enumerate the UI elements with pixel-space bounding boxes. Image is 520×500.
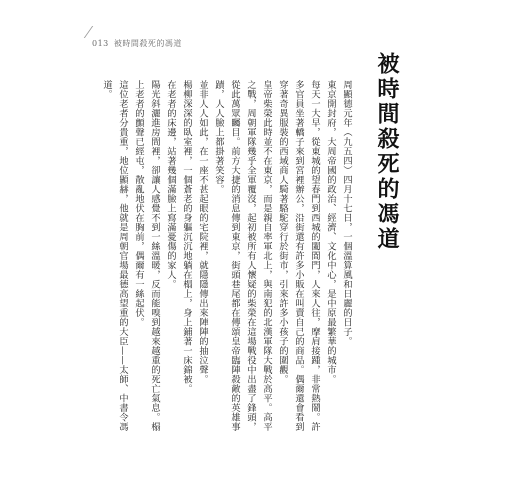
paragraph: 並非人人如此，在一座不甚起眼的宅院裡，就隱隱傳出來陣陣的抽泣聲。 — [197, 80, 208, 384]
paragraph: 楊柳深深的臥室裡，一個蒼老的身軀沉沉地躺在榻上，身上鋪著一床錦被。 — [181, 80, 192, 394]
paragraph: 周顯德元年（九五四）四月十七日，一個溫算風和日麗的日子。 — [341, 80, 352, 346]
paragraph: 陽光斜灑進房間裡，卻讓人感覺不到一絲溫暖，反而能嗅到越來越重的死亡氣息。榻上老者的顫聲已經屯，散亂地伏在胸前，偶爾有一絲起伏。 — [133, 80, 160, 432]
running-header — [92, 38, 182, 49]
chapter-title: 被時間殺死的馮道 — [374, 52, 400, 252]
running-title: 被時間殺死的馮道 — [113, 39, 182, 48]
paragraph: 每天一大早，從東城的望春門到西城的闔閭門，人來人往，摩肩接踵，非常熱鬧。許多官員坐著轎子來到宮裡辦公，沿街還有許多小販在叫賣自己的商品。偶爾還會看到穿著奇異服裝的西域商人騎著駱駝穿行於街市，引來許多小孩子的圍觀。 — [277, 80, 320, 432]
paragraph: 東京開封府，大周帝國的政治、經濟、文化中心，是中原最繁華的城市。 — [325, 80, 336, 384]
corner-decoration — [84, 26, 103, 38]
paragraph: 這位老者分貴重，地位顯赫，他就是周朝官場最德高望重的大臣——太師、中書令馮道。 — [101, 80, 128, 432]
body-text — [101, 80, 354, 440]
paragraph: 在老者的床邊，站著幾個滿臉上寫滿憂傷的家人。 — [165, 80, 176, 289]
page-number: 013 — [92, 39, 109, 48]
paragraph: 皇帝柴榮此時並不在東京，而是親自率軍北上，與南犯的北漢軍隊大戰於高平。高平之戰，周朝軍隊幾乎全軍覆沒，起初被所有人懷疑的柴榮在這場戰役中出盡了鋒頭，從此萬眾矚目。前方大捷的消息傳到東京，街頭巷尾都在傳頌皇帝臨陣殺敵的英雄事蹟，人人臉上都掛著笑容。 — [213, 80, 272, 432]
